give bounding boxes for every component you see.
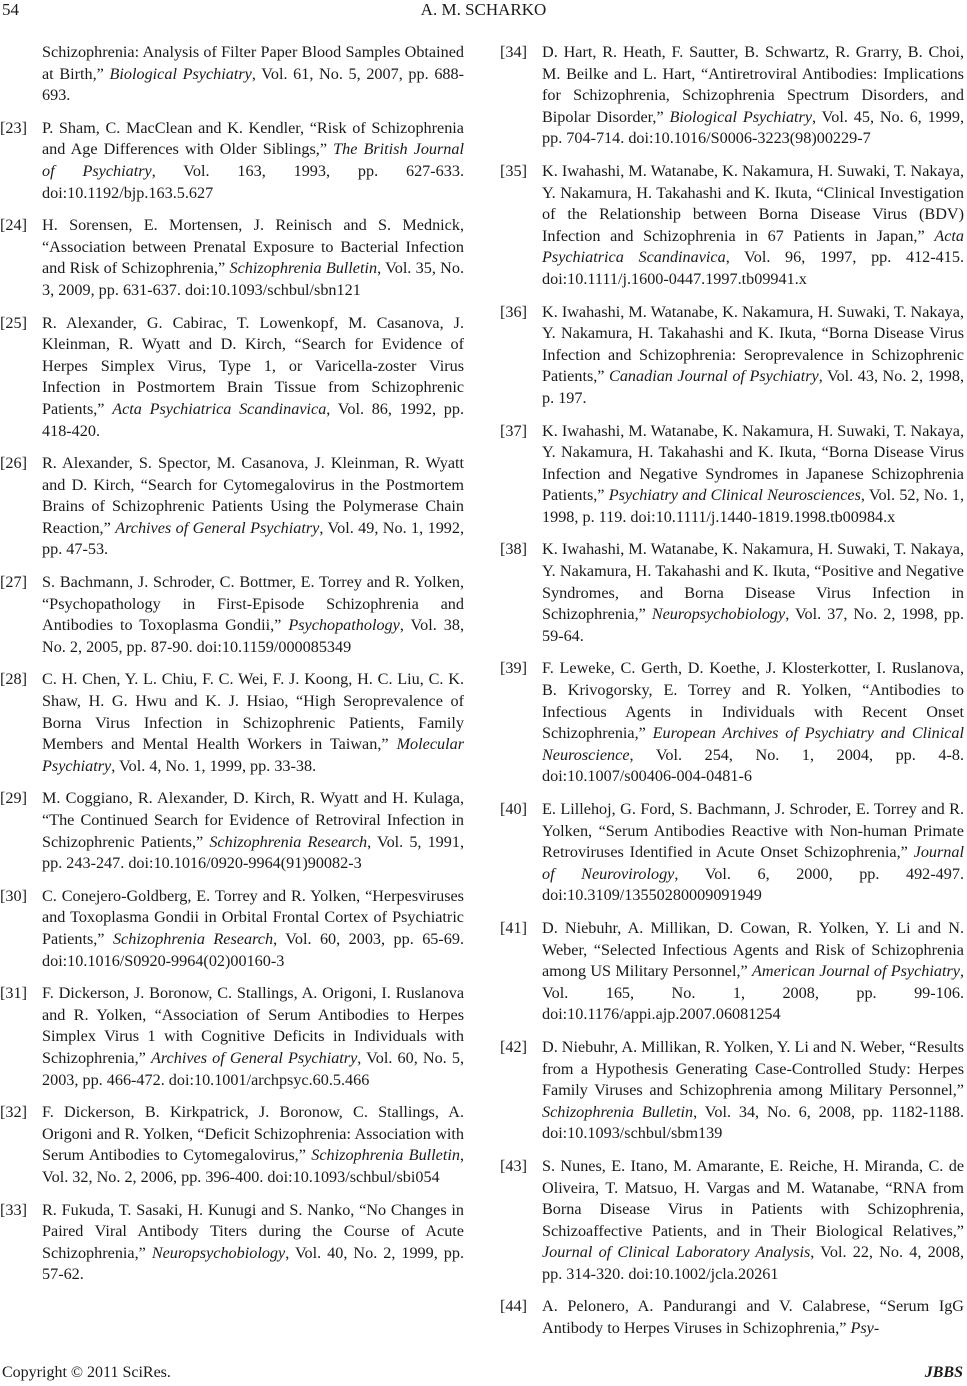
reference-body <box>42 886 464 972</box>
journal-title: Biological Psychiatry <box>669 107 813 126</box>
reference-text: C. H. Chen, Y. L. Chiu, F. C. Wei, F. J. Koong, H. C. Liu, C. K. Shaw, H. G. Hwu and K. J. Hsiao, “High Seroprevalence of Borna Virus Infection in Schizophrenic Patients, Family Members and Mental Health Workers in Taiwan,” <box>42 670 464 754</box>
reference-text: , Vol. 43, No. 2, 1998, p. 197. <box>542 367 965 407</box>
reference-number: [39] <box>500 659 527 678</box>
reference-body <box>42 1200 464 1286</box>
reference-item <box>0 886 464 972</box>
reference-item <box>500 1037 964 1145</box>
reference-body <box>542 421 964 529</box>
reference-text: , Vol. 96, 1997, pp. 412-415. doi:10.1111/j.1600-0447.1997.tb09941.x <box>542 248 964 288</box>
reference-item <box>500 42 964 150</box>
reference-text: R. Fukuda, T. Sasaki, H. Kunugi and S. Nanko, “No Changes in Paired Viral Antibody Titers during the Course of Acute Schizophrenia,” <box>42 1200 464 1262</box>
reference-body <box>42 669 464 777</box>
reference-text: H. Sorensen, E. Mortensen, J. Reinisch and S. Mednick, “Association between Prenatal Exposure to Bacterial Infection and Risk of Schizophrenia,” <box>42 216 464 278</box>
reference-number: [44] <box>500 1297 527 1316</box>
reference-text: D. Niebuhr, A. Millikan, R. Yolken, Y. Li and N. Weber, “Results from a Hypothesis Generating Case-Controlled Study: Herpes Family Viruses and Schizophrenia among Military Personnel,” <box>542 1037 964 1100</box>
reference-number: [30] <box>0 886 27 905</box>
reference-text: E. Lillehoj, G. Ford, S. Bachmann, J. Schroder, E. Torrey and R. Yolken, “Serum Antibodies Reactive with Non-human Primate Retroviruses Identified in Acute Onset Schizophrenia,” <box>542 800 964 862</box>
reference-item <box>0 313 464 443</box>
journal-title: Schizophrenia Bulletin <box>229 259 378 278</box>
journal-title: Biological Psychiatry <box>109 64 252 83</box>
reference-column-left <box>0 42 464 1297</box>
reference-body <box>42 118 464 204</box>
reference-item <box>0 983 464 1091</box>
reference-text: F. Leweke, C. Gerth, D. Koethe, J. Klosterkotter, I. Ruslanova, B. Krivogorsky, E. Torrey and R. Yolken, “Antibodies to Infectious Agents in Individuals with Recent Onset Schizophrenia,” <box>542 659 964 743</box>
reference-text: , Vol. 6, 2000, pp. 492-497. doi:10.3109/13550280009091949 <box>542 864 964 905</box>
reference-text: , Vol. 52, No. 1, 1998, p. 119. doi:10.1111/j.1440-1819.1998.tb00984.x <box>542 486 964 526</box>
reference-text: M. Coggiano, R. Alexander, D. Kirch, R. Wyatt and H. Kulaga, “The Continued Search for Evidence of Retroviral Infection in Schizophrenic Patients,” <box>42 789 464 851</box>
journal-title: Psychiatry and Clinical Neurosciences <box>608 486 861 505</box>
reference-text: Schizophrenia: Analysis of Filter Paper Blood Samples Obtained at Birth,” <box>42 43 464 83</box>
reference-body <box>542 161 964 291</box>
reference-text: K. Iwahashi, M. Watanabe, K. Nakamura, H. Suwaki, T. Nakaya, Y. Nakamura, H. Takahashi and K. Ikuta, “Clinical Investigation of the Relationship between Borna Disease Virus (BDV) Infection and Schizophrenia in 67 Patients in Japan,” <box>542 161 964 245</box>
footer-copyright: Copyright © 2011 SciRes. <box>2 1364 171 1381</box>
reference-text: , Vol. 165, No. 1, 2008, pp. 99-106. doi:10.1176/appi.ajp.2007.06081254 <box>542 962 964 1024</box>
reference-text: , Vol. 40, No. 2, 1999, pp. 57-62. <box>42 1243 465 1284</box>
reference-text: , Vol. 45, No. 6, 1999, pp. 704-714. doi:10.1016/S0006-3223(98)00229-7 <box>542 107 964 148</box>
reference-body <box>542 1037 964 1145</box>
reference-text: , Vol. 37, No. 2, 1998, pp. 59-64. <box>542 605 965 645</box>
reference-number: [31] <box>0 984 27 1003</box>
reference-number: [43] <box>500 1156 527 1175</box>
reference-body <box>42 453 464 561</box>
journal-title: Neuropsychobiology <box>651 605 786 624</box>
reference-number: [36] <box>500 302 527 321</box>
reference-body <box>542 42 964 150</box>
journal-title: Archives of General Psychiatry <box>150 1048 358 1067</box>
reference-text: D. Hart, R. Heath, F. Sautter, B. Schwartz, R. Grarry, B. Choi, M. Beilke and L. Hart, “Antiretroviral Antibodies: Implications for Schizophrenia, Schizophrenia Spectrum Disorders, and Bipolar Disorder,” <box>542 43 964 126</box>
reference-text: K. Iwahashi, M. Watanabe, K. Nakamura, H. Suwaki, T. Nakaya, Y. Nakamura, H. Takahashi and K. Ikuta, “Borna Disease Virus Infection and Schizophrenia: Seroprevalence in Schizophrenic Patients,” <box>542 302 964 386</box>
reference-item <box>500 302 964 410</box>
reference-column-right <box>500 42 964 1351</box>
reference-body <box>542 658 964 788</box>
reference-text: , Vol. 22, No. 4, 2008, pp. 314-320. doi:10.1002/jcla.20261 <box>542 1243 965 1283</box>
reference-number: [29] <box>0 789 27 808</box>
journal-title: Journal of Clinical Laboratory Analysis <box>542 1243 811 1262</box>
journal-title: The British Journal of Psychiatry <box>42 140 464 180</box>
reference-body <box>42 215 464 301</box>
reference-text: R. Alexander, G. Cabirac, T. Lowenkopf, M. Casanova, J. Kleinman, R. Wyatt and D. Kirch, “Search for Evidence of Herpes Simplex Virus, Type 1, or Varicella-zoster Virus Infection in Postmortem Brain Tissue from Schizophrenic Patients,” <box>42 313 464 418</box>
reference-text: K. Iwahashi, M. Watanabe, K. Nakamura, H. Suwaki, T. Nakaya, Y. Nakamura, H. Takahashi and K. Ikuta, “Borna Disease Virus Infection and Negative Syndromes in Japanese Schizophrenia Patients,” <box>542 421 964 505</box>
reference-list-right <box>500 42 964 1340</box>
journal-title: Journal of Neurovirology <box>542 843 964 883</box>
reference-text: D. Niebuhr, A. Millikan, D. Cowan, R. Yolken, Y. Li and N. Weber, “Selected Infectious Agents and Risk of Schizophrenia among US Military Personnel,” <box>542 918 964 981</box>
reference-body <box>42 572 464 658</box>
reference-text: R. Alexander, S. Spector, M. Casanova, J. Kleinman, R. Wyatt and D. Kirch, “Search for Cytomegalovirus in the Postmortem Brains of Schizophrenic Patients Using the Polymerase Chain Reaction,” <box>42 454 464 537</box>
reference-text: , Vol. 38, No. 2, 2005, pp. 87-90. doi:10.1159/000085349 <box>42 616 464 656</box>
reference-body <box>542 302 964 410</box>
reference-number: [33] <box>0 1200 27 1219</box>
reference-text: , Vol. 254, No. 1, 2004, pp. 4-8. doi:10.1007/s00406-004-0481-6 <box>542 745 964 786</box>
running-head: A. M. SCHARKO <box>420 0 547 19</box>
reference-body <box>542 918 964 1026</box>
reference-body <box>542 539 964 647</box>
reference-body <box>42 788 464 874</box>
reference-number: [27] <box>0 573 27 592</box>
reference-number: [35] <box>500 161 527 180</box>
reference-text: , Vol. 4, No. 1, 1999, pp. 33-38. <box>111 756 317 775</box>
reference-text: , Vol. 5, 1991, pp. 243-247. doi:10.1016/0920-9964(91)90082-3 <box>42 832 464 873</box>
reference-number: [23] <box>0 118 27 137</box>
reference-body <box>42 313 464 443</box>
reference-text: , Vol. 49, No. 1, 1992, pp. 47-53. <box>42 518 465 559</box>
reference-item <box>0 453 464 561</box>
journal-title: Archives of General Psychiatry <box>115 518 320 537</box>
reference-number: [41] <box>500 918 527 937</box>
reference-body <box>542 1156 964 1286</box>
journal-title: Acta Psychiatrica Scandinavica <box>112 399 327 418</box>
journal-title: American Journal of Psychiatry <box>752 962 960 981</box>
reference-item <box>500 658 964 788</box>
reference-text: , Vol. 61, No. 5, 2007, pp. 688-693. <box>42 64 464 105</box>
reference-number: [38] <box>500 540 527 559</box>
journal-title: Schizophrenia Research <box>209 832 368 851</box>
reference-list-left <box>0 118 464 1286</box>
reference-text: , Vol. 35, No. 3, 2009, pp. 631-637. doi:10.1093/schbul/sbn121 <box>42 259 464 299</box>
reference-text: F. Dickerson, J. Boronow, C. Stallings, A. Origoni, I. Ruslanova and R. Yolken, “Association of Serum Antibodies to Herpes Simplex Virus 1 with Cognitive Deficits in Individuals with Schizophrenia,” <box>42 984 464 1067</box>
reference-item <box>0 215 464 301</box>
reference-item <box>0 788 464 874</box>
reference-item <box>500 1156 964 1286</box>
reference-text: , Vol. 60, No. 5, 2003, pp. 466-472. doi:10.1001/archpsyc.60.5.466 <box>42 1048 465 1089</box>
reference-item <box>0 118 464 204</box>
journal-title: Schizophrenia Bulletin <box>542 1102 694 1121</box>
reference-item <box>0 572 464 658</box>
journal-title: Acta Psychiatrica Scandinavica <box>542 226 964 267</box>
reference-item <box>500 539 964 647</box>
reference-number: [28] <box>0 670 27 689</box>
reference-text: , Vol. 60, 2003, pp. 65-69. doi:10.1016/S0920-9964(02)00160-3 <box>42 929 465 970</box>
reference-item <box>500 161 964 291</box>
reference-text: S. Bachmann, J. Schroder, C. Bottmer, E. Torrey and R. Yolken, “Psychopathology in First-Episode Schizophrenia and Antibodies to Toxoplasma Gondii,” <box>42 573 464 635</box>
reference-item <box>500 918 964 1026</box>
reference-text: A. Pelonero, A. Pandurangi and V. Calabrese, “Serum IgG Antibody to Herpes Viruses in Schizophrenia,” <box>542 1297 964 1338</box>
page-number: 54 <box>2 0 19 19</box>
reference-number: [40] <box>500 800 527 818</box>
reference-number: [25] <box>0 313 27 332</box>
reference-number: [34] <box>500 43 527 61</box>
journal-title: Schizophrenia Bulletin <box>311 1146 460 1165</box>
reference-item <box>500 799 964 907</box>
reference-continuation <box>42 42 464 107</box>
reference-text: F. Dickerson, B. Kirkpatrick, J. Boronow, C. Stallings, A. Origoni and R. Yolken, “Deficit Schizophrenia: Association with Serum Antibodies to Cytomegalovirus,” <box>42 1103 464 1165</box>
reference-item <box>0 669 464 777</box>
journal-title: Schizophrenia Research <box>112 929 274 948</box>
journal-title: European Archives of Psychiatry and Clinical Neuroscience <box>542 724 965 764</box>
reference-number: [32] <box>0 1103 27 1122</box>
journal-title: Molecular Psychiatry <box>42 735 464 775</box>
reference-text: P. Sham, C. MacClean and K. Kendler, “Risk of Schizophrenia and Age Differences with Older Siblings,” <box>42 118 464 159</box>
reference-body <box>42 1102 464 1188</box>
reference-text: C. Conejero-Goldberg, E. Torrey and R. Yolken, “Herpesviruses and Toxoplasma Gondii in Orbital Frontal Cortex of Psychiatric Patients,” <box>42 886 464 948</box>
reference-number: [26] <box>0 454 27 473</box>
journal-title: Psychopathology <box>288 616 400 635</box>
reference-number: [42] <box>500 1037 527 1056</box>
reference-text: , Vol. 86, 1992, pp. 418-420. <box>42 399 464 440</box>
journal-title: Canadian Journal of Psychiatry <box>609 367 819 386</box>
reference-text: , Vol. 163, 1993, pp. 627-633. doi:10.1192/bjp.163.5.627 <box>42 161 464 202</box>
journal-title: Neuropsychobiology <box>151 1243 286 1262</box>
reference-item <box>500 421 964 529</box>
reference-item <box>0 1200 464 1286</box>
reference-text: K. Iwahashi, M. Watanabe, K. Nakamura, H. Suwaki, T. Nakaya, Y. Nakamura, H. Takahashi and K. Ikuta, “Positive and Negative Syndromes, and Borna Disease Virus Infection in Schizophrenia,” <box>542 540 964 624</box>
reference-text: S. Nunes, E. Itano, M. Amarante, E. Reiche, H. Miranda, C. de Oliveira, T. Matsuo, H. Vargas and M. Watanabe, “RNA from Borna Disease Virus in Patients with Schizophrenia, Schizoaffective Patients, and in Their Biological Relatives,” <box>542 1156 964 1240</box>
reference-text: , Vol. 32, No. 2, 2006, pp. 396-400. doi:10.1093/schbul/sbi054 <box>42 1146 464 1186</box>
reference-text: , Vol. 34, No. 6, 2008, pp. 1182-1188. doi:10.1093/schbul/sbm139 <box>542 1102 964 1143</box>
journal-title: Psy- <box>850 1319 880 1338</box>
reference-number: [24] <box>0 216 27 235</box>
footer-journal: JBBS <box>924 1364 963 1381</box>
reference-item <box>0 1102 464 1188</box>
reference-body <box>42 983 464 1091</box>
reference-item <box>500 1296 964 1339</box>
reference-body <box>542 799 964 907</box>
reference-number: [37] <box>500 421 527 440</box>
reference-body <box>542 1296 964 1339</box>
